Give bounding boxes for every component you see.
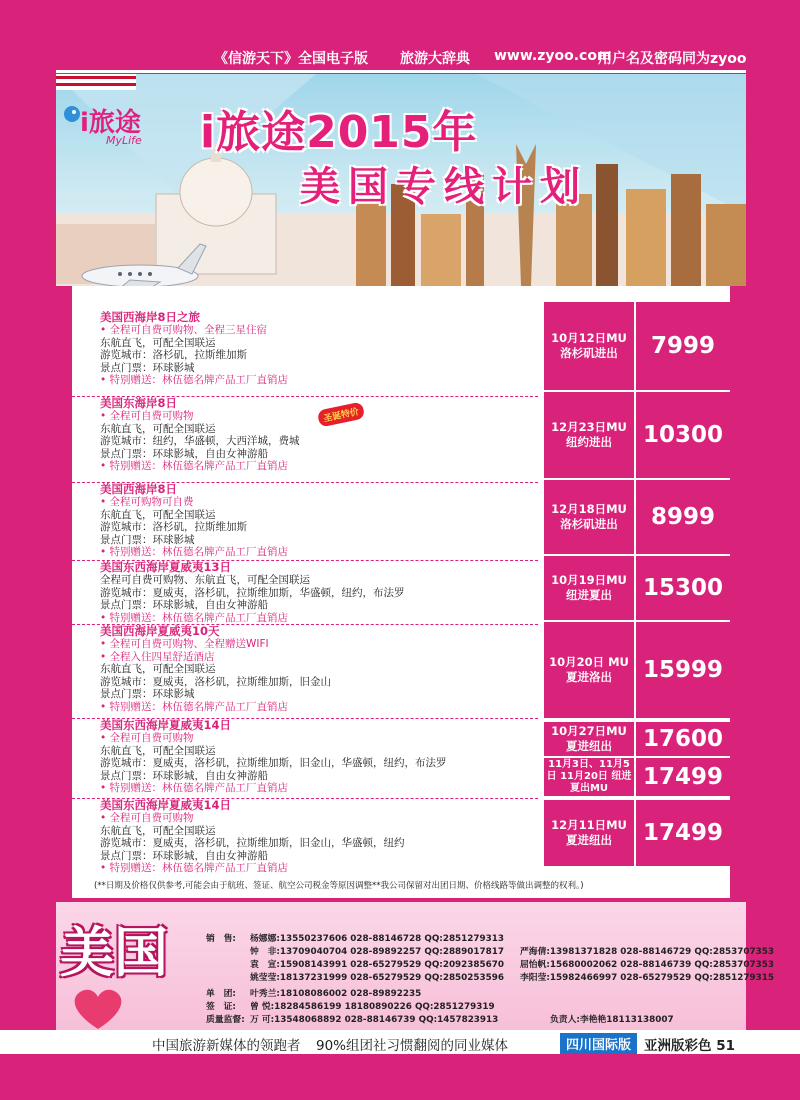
tour-item[interactable] bbox=[72, 482, 538, 561]
tour-item[interactable] bbox=[72, 560, 538, 625]
qc-label: 质量监督: bbox=[206, 1015, 245, 1025]
footer-bar bbox=[0, 1030, 800, 1054]
tour-line: • 特别赠送：林伍德名牌产品工厂直销店 bbox=[72, 862, 538, 875]
tour-line: 景点门票：环球影城，自由女神游船 bbox=[100, 849, 268, 862]
tour-line: • 全程可自费可购物 bbox=[72, 410, 538, 423]
sales-contact: 严海倩:13981371828 028-88146729 QQ:2853707353 bbox=[520, 947, 775, 957]
dictionary-name: 旅游大辞典 bbox=[400, 51, 470, 67]
tour-line: 景点门票：环球影城，自由女神游船 bbox=[100, 769, 268, 782]
tour-line: 游览城市：夏威夷，洛杉矶，拉斯维加斯，旧金山 bbox=[100, 675, 331, 688]
tour-item[interactable] bbox=[72, 310, 538, 397]
tour-line: 东航直飞，可配全国联运 bbox=[100, 744, 216, 757]
tour-line: • 特别赠送：林伍德名牌产品工厂直销店 bbox=[72, 701, 538, 714]
manager-contact: 负责人:李艳艳18113138007 bbox=[550, 1015, 674, 1025]
visa-label: 签 证: bbox=[206, 1002, 236, 1012]
edition-tag: 四川国际版 bbox=[560, 1033, 637, 1054]
banner-title-line2: 美国专线计划 bbox=[300, 164, 588, 210]
tour-date: 10月27日MU 夏进纽出 bbox=[544, 722, 634, 756]
section-label: 亚洲版彩色 51 bbox=[644, 1038, 735, 1054]
tour-line: • 全程可自费可购物、全程三星住宿 bbox=[72, 324, 538, 337]
logo-text: i旅途 bbox=[80, 108, 141, 138]
tour-line: 景点门票：环球影城，自由女神游船 bbox=[100, 599, 268, 612]
tour-line: • 全程入住四星舒适酒店 bbox=[72, 651, 538, 664]
country-title: 美国 bbox=[60, 921, 168, 984]
tour-price: 8999 bbox=[636, 480, 730, 554]
tour-price: 15999 bbox=[636, 622, 730, 718]
tour-line: 景点门票：环球影城，自由女神游船 bbox=[100, 447, 268, 460]
tour-name: 美国西海岸8日 bbox=[100, 482, 178, 496]
tour-line: 游览城市：夏威夷，洛杉矶，拉斯维加斯，旧金山，华盛顿，纽约 bbox=[100, 837, 405, 850]
tour-date: 12月11日MU 夏进纽出 bbox=[544, 800, 634, 866]
tour-date: 10月12日MU 洛杉矶进出 bbox=[544, 302, 634, 390]
tour-date: 10月20日 MU 夏进洛出 bbox=[544, 622, 634, 718]
sales-contact: 李阳莹:15982466997 028-65279529 QQ:2851279315 bbox=[520, 973, 775, 983]
logo-subtext: MyLife bbox=[106, 134, 142, 147]
site-url[interactable]: www.zyoo.com bbox=[494, 48, 612, 64]
banner-title-line1: i旅途2015年 bbox=[200, 107, 478, 158]
header-rule bbox=[56, 70, 746, 73]
tour-line: • 全程可自费可购物 bbox=[72, 732, 538, 745]
footer-slogan-1: 中国旅游新媒体的领跑者 bbox=[152, 1038, 301, 1054]
tour-name: 美国西海岸8日之旅 bbox=[100, 310, 201, 324]
sales-label: 销 售: bbox=[206, 934, 236, 944]
tour-line: • 特别赠送：林伍德名牌产品工厂直销店 bbox=[72, 782, 538, 795]
heart-icon bbox=[68, 985, 128, 1030]
tour-line: • 全程可购物可自费 bbox=[72, 496, 538, 509]
tour-line: • 全程可自费可购物、全程赠送WIFI bbox=[72, 638, 538, 651]
tour-price: 17499 bbox=[636, 800, 730, 866]
tour-line: • 特别赠送：林伍德名牌产品工厂直销店 bbox=[72, 374, 538, 387]
tour-date: 12月18日MU 洛杉矶进出 bbox=[544, 480, 634, 554]
login-note: 用户名及密码同为zyoo bbox=[598, 51, 747, 67]
tour-line: 游览城市：洛杉矶，拉斯维加斯 bbox=[100, 349, 247, 362]
tour-date-alt: 11月3日、11月5日 11月20日 纽进夏出MU bbox=[544, 758, 634, 796]
tour-item[interactable] bbox=[72, 624, 538, 719]
qc-contact: 万 可:13548068892 028-88146739 QQ:1457823913 bbox=[250, 1015, 499, 1025]
visa-contact: 曾 悦:18284586199 18180890226 QQ:2851279319 bbox=[250, 1002, 495, 1012]
tour-line: 景点门票：环球影城 bbox=[100, 533, 195, 546]
tour-line: 景点门票：环球影城 bbox=[100, 688, 195, 701]
tour-line: • 特别赠送：林伍德名牌产品工厂直销店 bbox=[72, 546, 538, 559]
tour-date: 10月19日MU 纽进夏出 bbox=[544, 556, 634, 620]
tour-name: 美国东西海岸夏威夷14日 bbox=[100, 718, 232, 732]
tour-panel bbox=[72, 286, 730, 898]
tour-line: 游览城市：纽约，华盛顿，大西洋城，费城 bbox=[100, 435, 300, 448]
tour-item[interactable] bbox=[72, 718, 538, 799]
tour-date: 12月23日MU 纽约进出 bbox=[544, 392, 634, 478]
tour-price: 17600 bbox=[636, 722, 730, 756]
tour-price-alt: 17499 bbox=[636, 758, 730, 796]
tour-line: 东航直飞，可配全国联运 bbox=[100, 422, 216, 435]
tour-line: • 全程可自费可购物 bbox=[72, 812, 538, 825]
tour-line: 东航直飞，可配全国联运 bbox=[100, 663, 216, 676]
tour-line: 游览城市：夏威夷，洛杉矶，拉斯维加斯，旧金山，华盛顿，纽约，布法罗 bbox=[100, 757, 447, 770]
tour-line: 游览城市：洛杉矶，拉斯维加斯 bbox=[100, 521, 247, 534]
tour-line: • 特别赠送：林伍德名牌产品工厂直销店 bbox=[72, 612, 538, 625]
footer-slogan-2: 90%组团社习惯翻阅的同业媒体 bbox=[316, 1038, 509, 1054]
tour-price: 10300 bbox=[636, 392, 730, 478]
sales-contact: 钟 非:13709040704 028-89892257 QQ:2889017817 bbox=[250, 947, 505, 957]
tour-price: 15300 bbox=[636, 556, 730, 620]
tour-line: 东航直飞，可配全国联运 bbox=[100, 336, 216, 349]
tour-line: 游览城市：夏威夷，洛杉矶，拉斯维加斯，华盛顿，纽约，布法罗 bbox=[100, 586, 405, 599]
tour-name: 美国东海岸8日 bbox=[100, 396, 178, 410]
tour-line: • 特别赠送：林伍德名牌产品工厂直销店 bbox=[72, 460, 538, 473]
disclaimer-note: (**日期及价格仅供参考,可能会由于航班、签证、航空公司税金等原因调整**我公司保留对出团日期、价格线路等做出调整的权利。) bbox=[94, 881, 584, 891]
tour-price: 7999 bbox=[636, 302, 730, 390]
tour-name: 美国东西海岸夏威夷13日 bbox=[100, 560, 232, 574]
sales-contact: 杨娜娜:13550237606 028-88146728 QQ:2851279313 bbox=[250, 934, 505, 944]
group-label: 单 团: bbox=[206, 989, 236, 999]
magazine-name: 《信游天下》全国电子版 bbox=[214, 51, 368, 67]
tour-item[interactable] bbox=[72, 798, 538, 878]
sales-contact: 姚莹莹:18137231999 028-65279529 QQ:2850253596 bbox=[250, 973, 505, 983]
sales-contact: 袁 宣:15908143991 028-65279529 QQ:2092385670 bbox=[250, 960, 505, 970]
group-contact: 叶秀兰:18108086002 028-89892235 bbox=[250, 989, 422, 999]
tour-item[interactable] bbox=[72, 396, 538, 483]
sales-contact: 屈怡帆:15680002062 028-88146739 QQ:2853707353 bbox=[520, 960, 775, 970]
header-bar bbox=[0, 44, 800, 70]
christmas-badge: 圣诞特价 bbox=[317, 401, 366, 427]
tour-line: 东航直飞，可配全国联运 bbox=[100, 508, 216, 521]
tour-line: 东航直飞，可配全国联运 bbox=[100, 824, 216, 837]
tour-line: 全程可自费可购物、东航直飞，可配全国联运 bbox=[100, 574, 310, 586]
tour-line: 景点门票：环球影城 bbox=[100, 361, 195, 374]
tour-name: 美国东西海岸夏威夷14日 bbox=[100, 798, 232, 812]
tour-name: 美国西海岸夏威夷10天 bbox=[100, 624, 220, 638]
